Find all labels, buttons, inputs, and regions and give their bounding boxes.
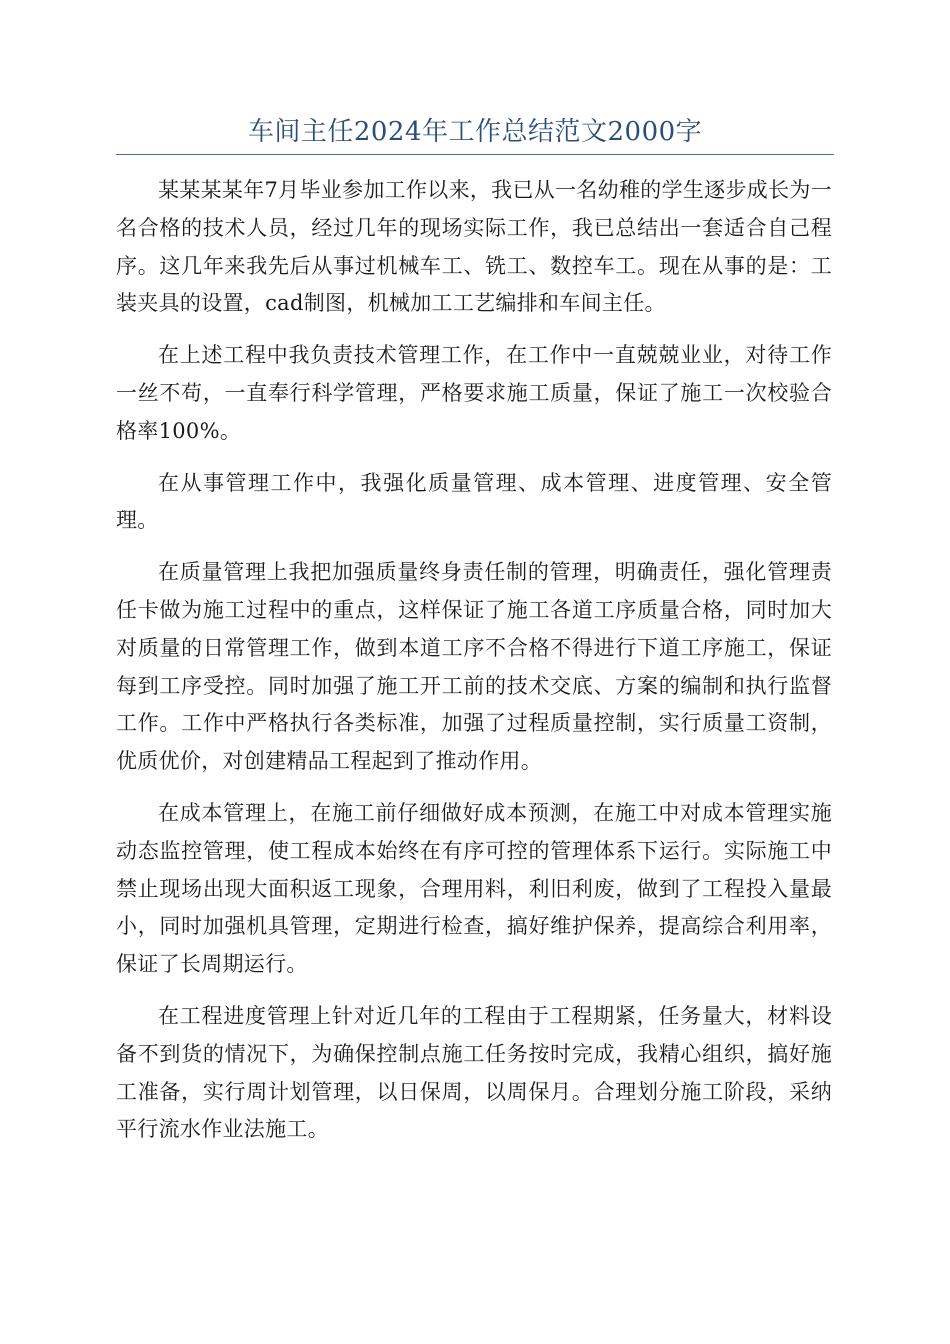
document-body — [116, 172, 832, 1163]
paragraph-quality-management: 在质量管理上我把加强质量终身责任制的管理，明确责任，强化管理责任卡做为施工过程中的重点，这样保证了施工各道工序质量合格，同时加大对质量的日常管理工作，做到本道工序不合格不得进行下道工序施工，保证每到工序受控。同时加强了施工开工前的技术交底、方案的编制和执行监督工作。工作中严格执行各类标准，加强了过程质量控制，实行质量工资制，优质优价，对创建精品工程起到了推动作用。 — [116, 560, 832, 774]
paragraph-technical-management: 在上述工程中我负责技术管理工作，在工作中一直兢兢业业，对待工作一丝不苟，一直奉行科学管理，严格要求施工质量，保证了施工一次校验合格率100%。 — [116, 343, 832, 443]
paragraph-schedule-management: 在工程进度管理上针对近几年的工程由于工程期紧，任务量大，材料设备不到货的情况下，为确保控制点施工任务按时完成，我精心组织，搞好施工准备，实行周计划管理，以日保周，以周保月。合理划分施工阶段，采纳平行流水作业法施工。 — [116, 1003, 832, 1142]
title-underline — [116, 154, 834, 155]
paragraph-management-areas: 在从事管理工作中，我强化质量管理、成本管理、进度管理、安全管理。 — [116, 470, 832, 533]
document-title: 车间主任2024年工作总结范文2000字 — [247, 117, 703, 147]
paragraph-intro: 某某某某年7月毕业参加工作以来，我已从一名幼稚的学生逐步成长为一名合格的技术人员，经过几年的现场实际工作，我已总结出一套适合自己程序。这几年来我先后从事过机械车工、铣工、数控车工。现在从事的是：工装夹具的设置，cad制图，机械加工工艺编排和车间主任。 — [116, 178, 832, 316]
paragraph-cost-management: 在成本管理上，在施工前仔细做好成本预测，在施工中对成本管理实施动态监控管理，使工程成本始终在有序可控的管理体系下运行。实际施工中禁止现场出现大面积返工现象，合理用料，利旧利废，做到了工程投入量最小，同时加强机具管理，定期进行检查，搞好维护保养，提高综合利用率，保证了长周期运行。 — [116, 800, 832, 977]
